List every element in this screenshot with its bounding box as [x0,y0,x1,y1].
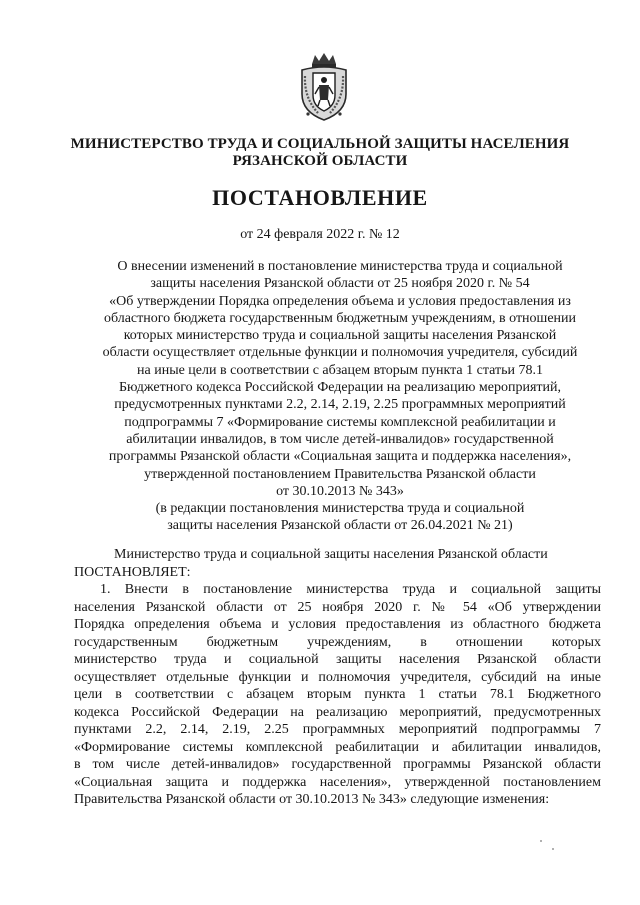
coat-of-arms-emblem [296,50,352,122]
ministry-name [70,136,570,170]
document-date-number: от 24 февраля 2022 г. № 12 [240,227,400,242]
subject-line: программы Рязанской области «Социальная защита и поддержка населения», [108,449,572,465]
item-1-line: «Социальная защита и поддержка населения», утвержденной постановлением [74,774,601,790]
document-subject [80,258,600,535]
subject-line: защиты населения Рязанской области от 26.04.2021 № 21) [167,518,513,534]
item-1-line: осуществляет отдельные функции и полномочия учредителя, субсидий на иные [74,669,601,685]
item-1-line: в том числе детей-инвалидов» государственной программы Рязанской области [74,757,601,772]
subject-line: предусмотренных пунктами 2.2, 2.14, 2.19, 2.25 программных мероприятий [114,397,566,413]
subject-line: О внесении изменений в постановление министерства труда и социальной [117,259,563,274]
body-intro-line: ПОСТАНОВЛЯЕТ: [74,564,191,580]
subject-line: которых министерство труда и социальной защиты населения Рязанской [123,328,557,344]
subject-line: подпрограммы 7 «Формирование системы комплексной реабилитации и [124,414,556,430]
item-1-line: населения Рязанской области от 25 ноября 2020 г. № 54 «Об утверждении [74,599,601,615]
item-1-line: «Формирование системы комплексной реабилитации и абилитации инвалидов, [74,739,601,755]
item-1-line: Правительства Рязанской области от 30.10.2013 № 343» следующие изменения: [74,792,550,807]
ministry-name-line: РЯЗАНСКОЙ ОБЛАСТИ [232,153,408,169]
subject-line: от 30.10.2013 № 343» [276,483,404,499]
item-1-line: цели в соответствии с абзацем вторым пункта 1 статьи 78.1 Бюджетного [74,687,601,702]
subject-line: на иные цели в соответствии с абзацем вторым пункта 1 статьи 78.1 [137,362,543,378]
ministry-name-line: МИНИСТЕРСТВО ТРУДА И СОЦИАЛЬНОЙ ЗАЩИТЫ НАСЕЛЕНИЯ [70,136,570,152]
document-type-title: ПОСТАНОВЛЕНИЕ [212,185,428,210]
scan-speck [552,848,554,850]
subject-line: областного бюджета государственным бюджетным учреждениям, в отношении [103,310,577,326]
item-1-line: министерство труда и социальной защиты населения Рязанской области [74,652,601,667]
body-intro-line: Министерство труда и социальной защиты населения Рязанской области [114,547,548,562]
item-1-line: пунктами 2.2, 2.14, 2.19, 2.25 программных мероприятий подпрограммы 7 [74,722,601,737]
item-1-line: 1. Внести в постановление министерства труда и социальной защиты [100,582,601,597]
document-body [74,546,601,809]
subject-line: «Об утверждении Порядка определения объема и условия предоставления из [109,293,571,309]
subject-line: области осуществляет отдельные функции и полномочия учредителя, субсидий [102,345,578,361]
subject-line: Бюджетного кодекса Российской Федерации на реализацию мероприятий, [119,380,561,396]
item-1-line: Порядка определения объема и условия предоставления из областного бюджета [74,617,601,632]
subject-line: защиты населения Рязанской области от 25 ноября 2020 г. № 54 [150,276,530,292]
subject-line: (в редакции постановления министерства труда и социальной [155,501,525,517]
item-1-line: кодекса Российской Федерации на реализацию мероприятий, предусмотренных [74,704,601,720]
subject-line: абилитации инвалидов, в том числе детей-инвалидов» государственной [126,431,554,447]
scan-speck [540,840,542,842]
item-1-line: государственным бюджетным учреждениям, в отношении которых [74,634,601,650]
subject-line: утвержденной постановлением Правительства Рязанской области [144,466,536,482]
